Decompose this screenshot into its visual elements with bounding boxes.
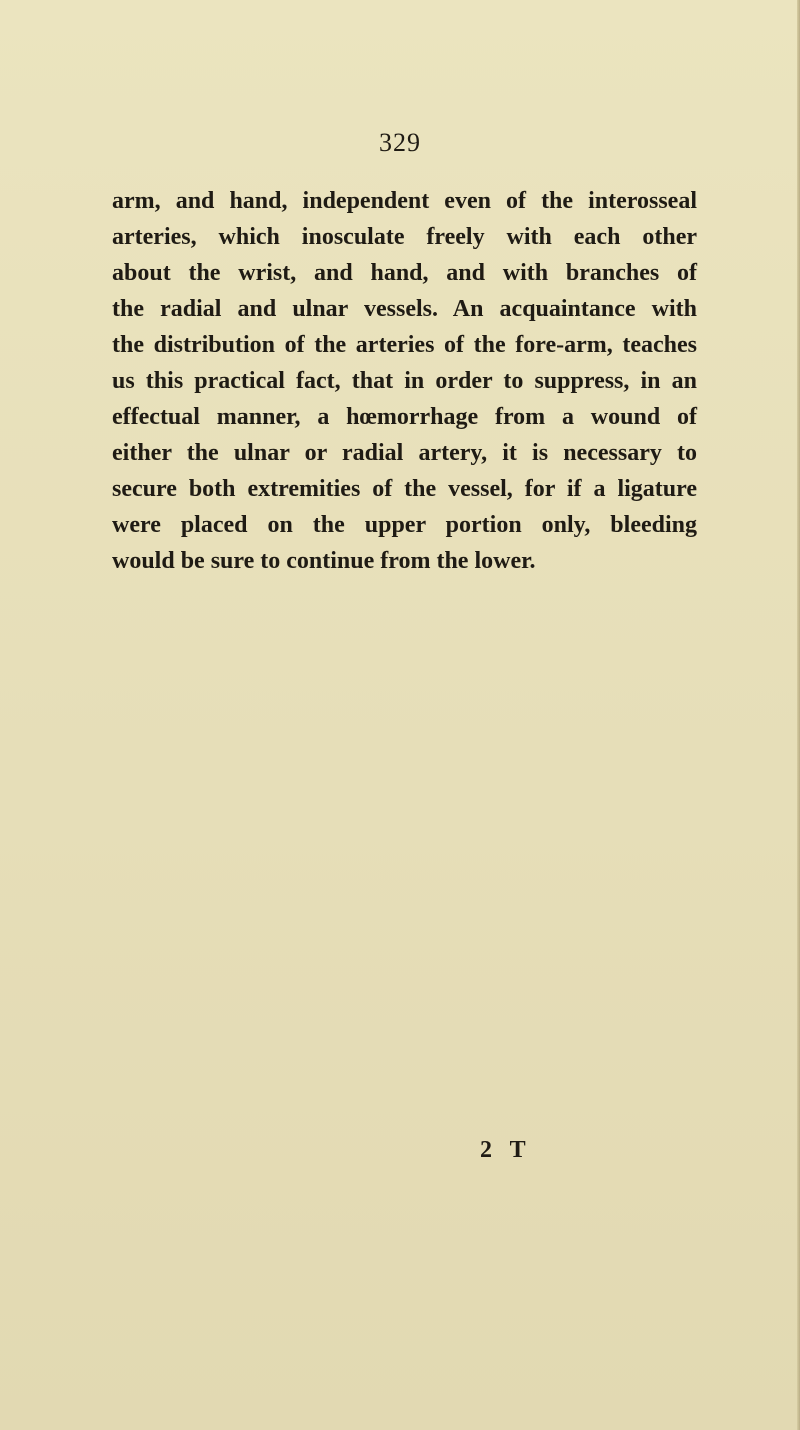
text-line: arteries, which inosculate freely with each other <box>112 224 697 250</box>
text-line: us this practical fact, that in order to suppress, in an <box>112 368 697 394</box>
text-line: arm, and hand, independent even of the interosseal <box>112 188 697 214</box>
signature-mark: 2 T <box>480 1137 532 1163</box>
text-line: either the ulnar or radial artery, it is necessary to <box>112 440 697 466</box>
text-line: about the wrist, and hand, and with branches of <box>112 260 697 286</box>
text-line: the radial and ulnar vessels. An acquaintance with <box>112 296 697 322</box>
body-paragraph <box>112 183 697 579</box>
text-line-last: would be sure to continue from the lower. <box>112 548 536 574</box>
text-line: effectual manner, a hœmorrhage from a wound of <box>112 404 697 430</box>
text-line: secure both extremities of the vessel, for if a ligature <box>112 476 697 502</box>
text-line: the distribution of the arteries of the fore-arm, teaches <box>112 332 697 358</box>
text-line: were placed on the upper portion only, bleeding <box>112 512 697 538</box>
page-number: 329 <box>379 128 421 157</box>
